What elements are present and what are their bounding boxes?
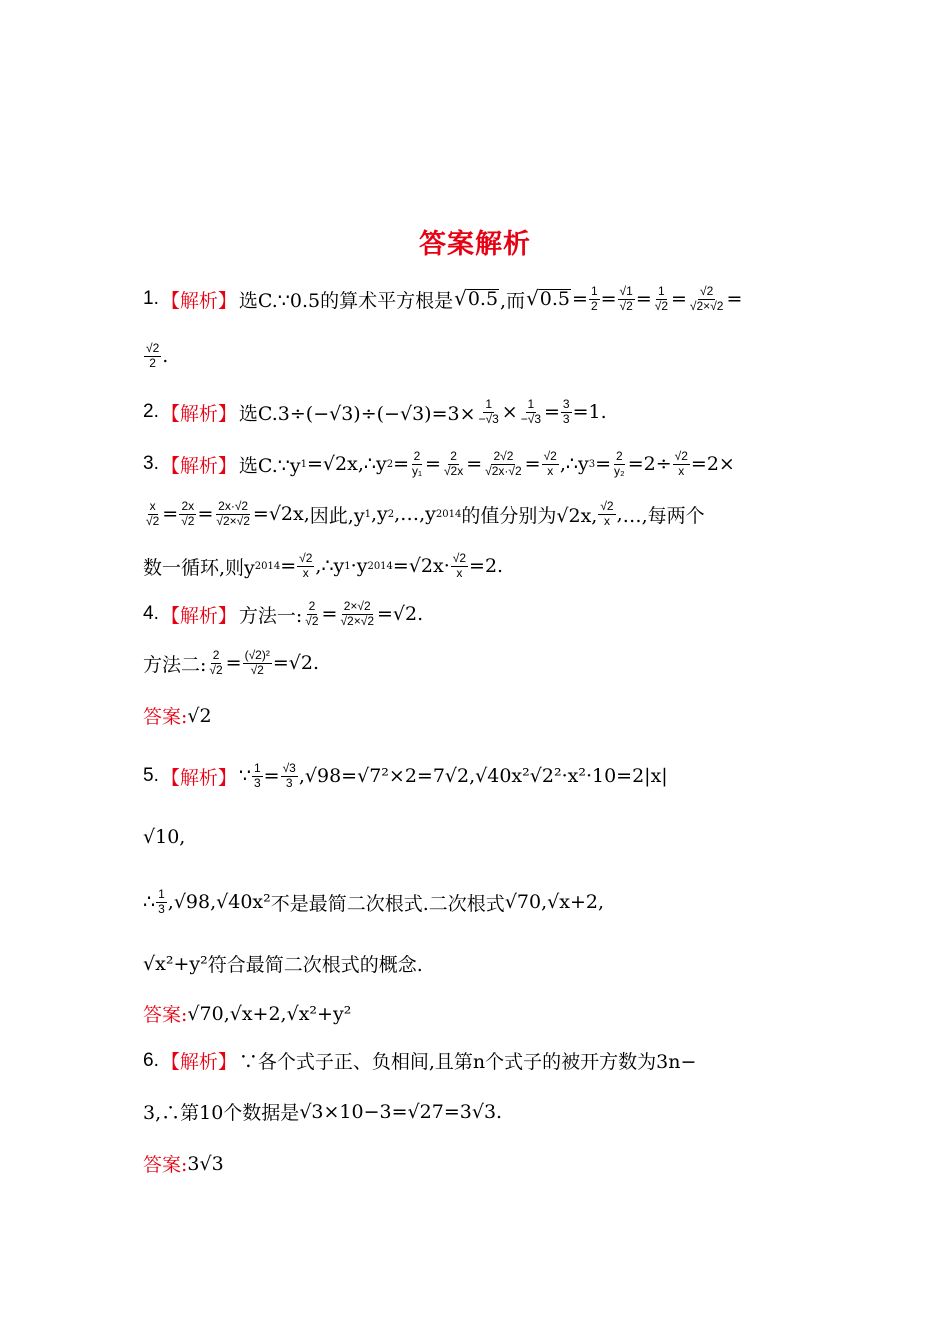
item-5-line-4: √x²+y² 符合最简二次根式的概念. — [143, 950, 423, 977]
item-4-line-2: 方法二: 2 √2 = (√2)² √2 =√2. — [143, 648, 319, 677]
item-1-line-2: √2 2 . — [146, 341, 169, 370]
page-title: 答案解析 — [419, 229, 531, 260]
item-text: ∵各个式子正、负相间,且第n个式子的被开方数为3n− — [238, 1051, 697, 1073]
item-text: 选C.∵y — [238, 454, 301, 477]
analysis-tag: 【解析】 — [160, 766, 237, 789]
item-number: 5. — [143, 765, 159, 787]
fraction: x √2 — [146, 499, 160, 528]
sqrt-expr: √ 0.5 — [454, 285, 499, 310]
item-text: ∵ — [238, 765, 251, 788]
fraction: √2 x — [543, 449, 557, 478]
analysis-tag: 【解析】 — [160, 402, 237, 425]
item-3-line-3: 数一循环,则y 2014 = √2 x ,∴y 1 ·y 2014 =√2x· $\frac{√2}{x}$ =2. — [143, 551, 504, 580]
item-text: …,每两个 — [622, 504, 705, 527]
fraction: 2x·√2 √2×√2 — [216, 499, 250, 528]
item-text: 方法二: — [143, 653, 207, 676]
answer-value: √2 — [187, 704, 212, 727]
fraction: √2 √2×√2 — [689, 284, 724, 313]
fraction: $\frac{3}{3}$ — [562, 397, 570, 426]
item-text: 符合最简二次根式的概念. — [207, 954, 423, 976]
fraction: $\frac{√2}{x}$ — [452, 551, 467, 580]
answer-label: 答案: — [143, 1154, 188, 1176]
fraction: √3 3 — [282, 761, 296, 790]
fraction: 1 −√3 — [520, 397, 541, 426]
fraction: 2 √2x — [443, 449, 464, 478]
item-4-line-1: 4. 【解析】 方法一: 2 √2 = 2×√2 √2×√2 =√2. — [143, 599, 424, 628]
item-text: 方法一: — [238, 604, 303, 627]
item-2-line-1: 2. 【解析】 选C.3÷(−√3)÷(−√3)=3× $\frac{1}{-√3}$ × 1 −√3 = $\frac{3}{3}$ =1. — [143, 397, 607, 426]
item-text: √10, — [143, 826, 186, 848]
fraction: 2 y₂ — [614, 449, 625, 478]
item-text: ,√98=√7²×2=7√2,√40x²√2²·x²·10=2|x| — [298, 765, 668, 788]
answer-value: 3√3 — [187, 1152, 224, 1175]
item-text: 3,∴第10个数据是 — [143, 1102, 300, 1124]
item-text: =2. — [469, 555, 504, 578]
analysis-tag: 【解析】 — [160, 604, 237, 627]
fraction: (√2)² √2 — [244, 648, 270, 677]
fraction: 2 y₁ — [411, 449, 423, 478]
fraction: √1 √2 — [619, 284, 633, 313]
item-text: 数一循环,则y — [143, 556, 255, 579]
fraction: √2 x — [299, 551, 313, 580]
item-1-line-1: 1. 【解析】 选C.∵0.5的算术平方根是 √ 0.5 ,而 √ 0.5 = $\frac{1}{2}$ = √1 √2 = 1 √2 = √2 √2×√2 = — [143, 284, 743, 313]
item-3-line-1: 3. 【解析】 选C.∵y 1 =√2x,∴y 2 = 2 y₁ = 2 √2x = 2√2 √2x·√2 = √2 x ,∴y 3 = 2 y₂ =2÷ √2 x =2× — [143, 449, 735, 478]
item-5-line-1: 5. 【解析】 ∵ 1 3 = √3 3 ,√98=√7²×2=7√2,√40x²√2²·x²·10=2|x| — [143, 761, 668, 790]
fraction: √2 x — [674, 449, 688, 478]
fraction: 1 √2 — [654, 284, 668, 313]
fraction: 2×√2 √2×√2 — [340, 599, 374, 628]
fraction: 2x √2 — [181, 499, 195, 528]
item-5-line-3: ∴ 1 3 ,√98,√40x² 不是最简二次根式.二次根式 √70,√x+2, — [143, 887, 605, 916]
fraction: 2√2 √2x·√2 — [485, 449, 522, 478]
fraction: 1 3 — [158, 887, 165, 916]
fraction: √2 2 — [146, 341, 160, 370]
item-number: 4. — [143, 603, 159, 625]
fraction: √2 x — [600, 499, 614, 528]
fraction: $\frac{1}{2}$ — [590, 284, 598, 313]
item-text: 选C.3÷(−√3)÷(−√3)=3× — [238, 402, 476, 425]
answer-label: 答案: — [143, 706, 188, 728]
sqrt-expr: √ 0.5 — [526, 285, 571, 310]
item-text: 不是最简二次根式.二次根式 — [270, 892, 505, 915]
item-6-line-1 — [143, 1047, 696, 1074]
answer-label: 答案: — [143, 1004, 188, 1026]
analysis-tag: 【解析】 — [160, 289, 237, 312]
item-3-line-2: x √2 = 2x √2 = 2x·√2 √2×√2 =√2x, 因此,y 1 ,y 2 ,…,y 2014 的值分别为√2x, √2 x , …,每两个 — [146, 499, 705, 528]
item-text: 选C.∵0.5的算术平方根是 — [238, 289, 454, 312]
fraction: $\frac{1}{-√3}$ — [478, 397, 499, 426]
fraction: 2 √2 — [209, 648, 223, 677]
item-5-answer — [143, 1000, 351, 1027]
item-6-line-2: 3,∴第10个数据是 √3×10−3=√27 =3√3. — [143, 1098, 502, 1125]
equals: = — [572, 288, 588, 311]
item-number: 2. — [143, 401, 159, 423]
item-6-answer — [143, 1150, 224, 1177]
item-text: =3√3. — [443, 1100, 503, 1123]
item-number: 6. — [143, 1049, 159, 1071]
item-text: ,而 — [500, 289, 526, 312]
item-number: 3. — [143, 453, 159, 475]
analysis-tag: 【解析】 — [160, 1051, 237, 1073]
fraction: 1 3 — [253, 761, 261, 790]
fraction: 2 √2 — [305, 599, 319, 628]
item-5-line-2 — [143, 826, 185, 848]
answer-value: √70,√x+2,√x²+y² — [187, 1002, 352, 1025]
item-number: 1. — [143, 288, 159, 310]
item-4-answer — [143, 702, 212, 729]
analysis-tag: 【解析】 — [160, 454, 237, 477]
item-text: 因此,y — [309, 504, 365, 527]
item-text: =1. — [572, 401, 607, 424]
